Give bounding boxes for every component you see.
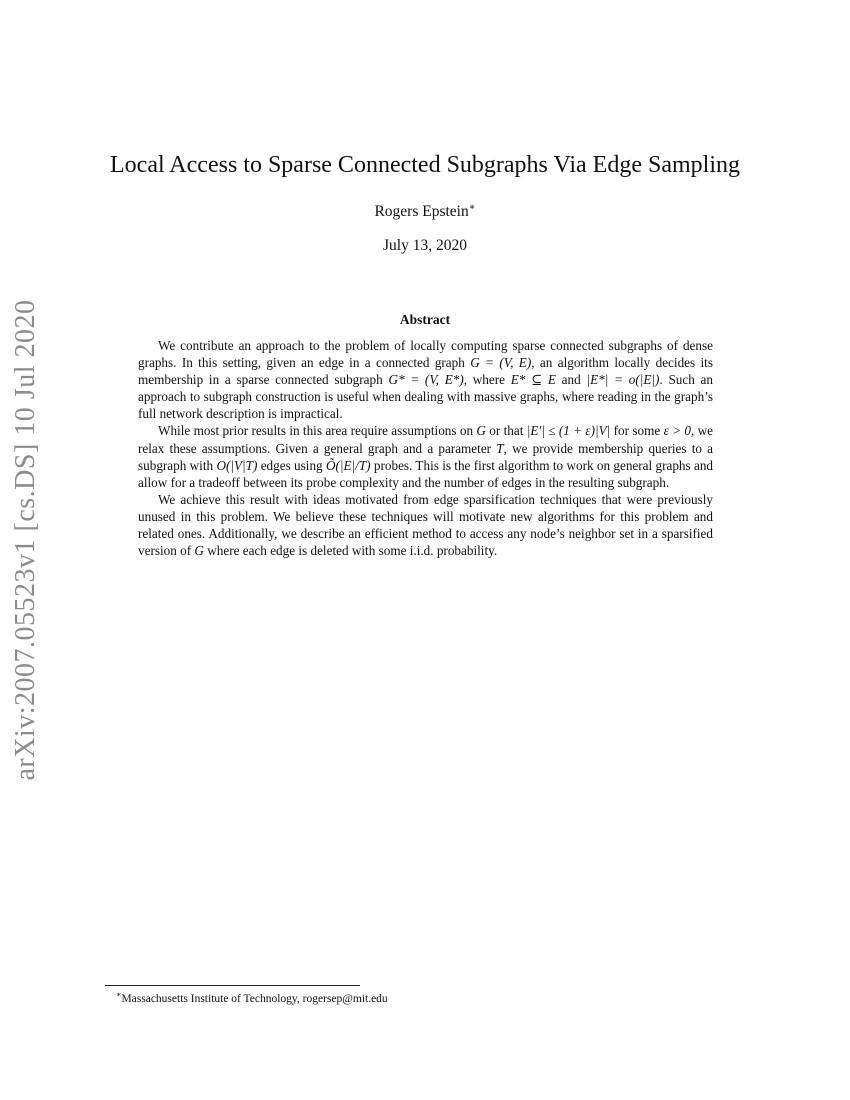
math-inline: G* = (V, E*): [388, 372, 464, 388]
math-inline: T: [496, 440, 504, 456]
abstract-heading: Abstract: [399, 312, 451, 327]
abstract-body: [138, 337, 713, 559]
paper-title: Local Access to Sparse Connected Subgraphs Via Edge Sampling: [110, 152, 740, 178]
author-footnote-mark: ∗: [468, 202, 476, 213]
footnote-divider: [105, 985, 360, 986]
math-inline: |E′| ≤ (1 + ε)|V|: [526, 423, 611, 439]
arxiv-identifier-text: arXiv:2007.05523v1 [cs.DS] 10 Jul 2020: [10, 299, 41, 781]
math-inline: Õ(|E|/T): [325, 457, 371, 473]
math-inline: ε > 0: [663, 423, 691, 439]
author-name: Rogers Epstein: [374, 203, 469, 221]
math-inline: |E*| = o(|E|): [586, 372, 660, 388]
abstract-paragraph-3: We achieve this result with ideas motivated from edge sparsification techniques that were previously unused in this problem. We believe these techniques will motivate new algorithms for this problem and related ones. Additionally, we describe an efficient method to access any node’s neighbor set in a sparsified version of G where each edge is deleted with some i.i.d. probability.: [138, 491, 713, 559]
math-inline: E* ⊆ E: [510, 372, 556, 388]
publication-date: July 13, 2020: [383, 237, 467, 254]
math-inline: G = (V, E): [470, 355, 532, 371]
math-inline: G: [476, 423, 486, 439]
math-inline: O(|V|T): [216, 457, 258, 473]
author-line: [0, 202, 850, 221]
footnote: [116, 990, 388, 1005]
abstract-paragraph-1: We contribute an approach to the problem of locally computing sparse connected subgraphs of dense graphs. In this setting, given an edge in a connected graph G = (V, E), an algorithm locally decides its membership in a sparse connected subgraph G* = (V, E*), where E* ⊆ E and |E*| = o(|E|). Such an approach to subgraph construction is useful when dealing with massive graphs, where reading in the graph’s full network description is impractical.: [138, 338, 714, 422]
footnote-mark: ∗: [116, 990, 122, 999]
footnote-text: Massachusetts Institute of Technology, rogersep@mit.edu: [121, 992, 388, 1005]
abstract-paragraph-2: While most prior results in this area require assumptions on G or that |E′| ≤ (1 + ε)|V| for some ε > 0, we relax these assumptions. Given a general graph and a parameter T, we provide membership queries to a subgraph with O(|V|T) edges using Õ(|E|/T) probes. This is the first algorithm to work on general graphs and allow for a tradeoff between its probe complexity and the number of edges in the resulting subgraph.: [138, 423, 714, 490]
math-inline: G: [194, 543, 204, 559]
